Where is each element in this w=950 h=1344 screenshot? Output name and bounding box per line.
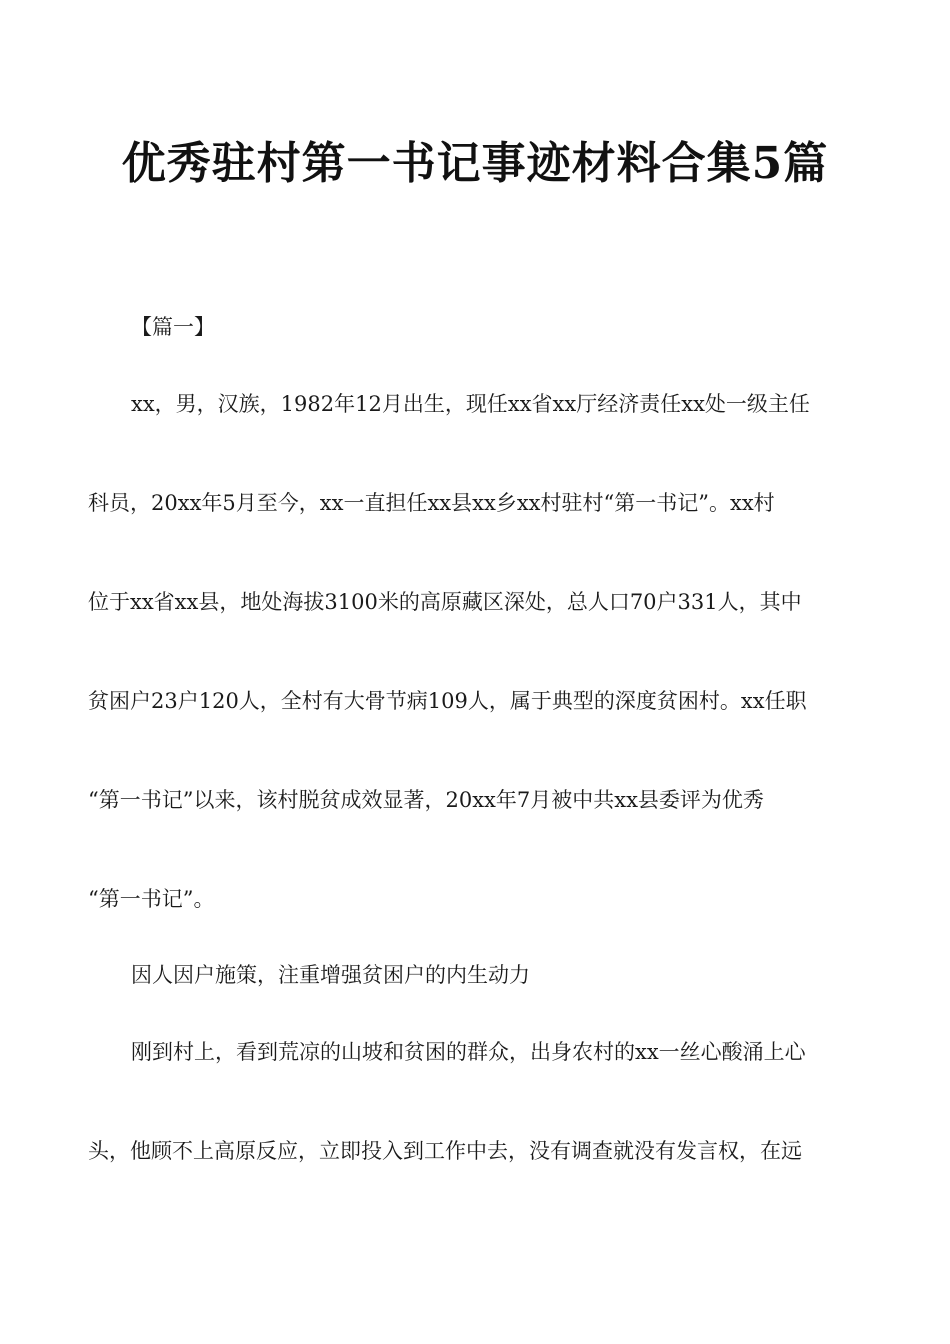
section-heading: 【篇一】: [131, 315, 215, 339]
paragraph-line: 头，他顾不上高原反应，立即投入到工作中去，没有调查就没有发言权，在远: [88, 1139, 802, 1163]
paragraph-line: 位于xx省xx县，地处海拔3100米的高原藏区深处，总人口70户331人，其中: [88, 590, 802, 614]
paragraph-line: 科员，20xx年5月至今，xx一直担任xx县xx乡xx村驻村“第一书记”。xx村: [88, 491, 775, 515]
document-title: 优秀驻村第一书记事迹材料合集5篇: [121, 138, 829, 189]
paragraph-line: “第一书记”以来，该村脱贫成效显著，20xx年7月被中共xx县委评为优秀: [88, 788, 764, 812]
paragraph-heading: 因人因户施策，注重增强贫困户的内生动力: [131, 963, 530, 987]
paragraph-line: 贫困户23户120人，全村有大骨节病109人，属于典型的深度贫困村。xx任职: [88, 689, 807, 713]
paragraph-line: xx，男，汉族，1982年12月出生，现任xx省xx厅经济责任xx处一级主任: [131, 392, 810, 416]
paragraph-line: “第一书记”。: [88, 887, 215, 911]
paragraph-line: 刚到村上，看到荒凉的山坡和贫困的群众，出身农村的xx一丝心酸涌上心: [131, 1040, 806, 1064]
